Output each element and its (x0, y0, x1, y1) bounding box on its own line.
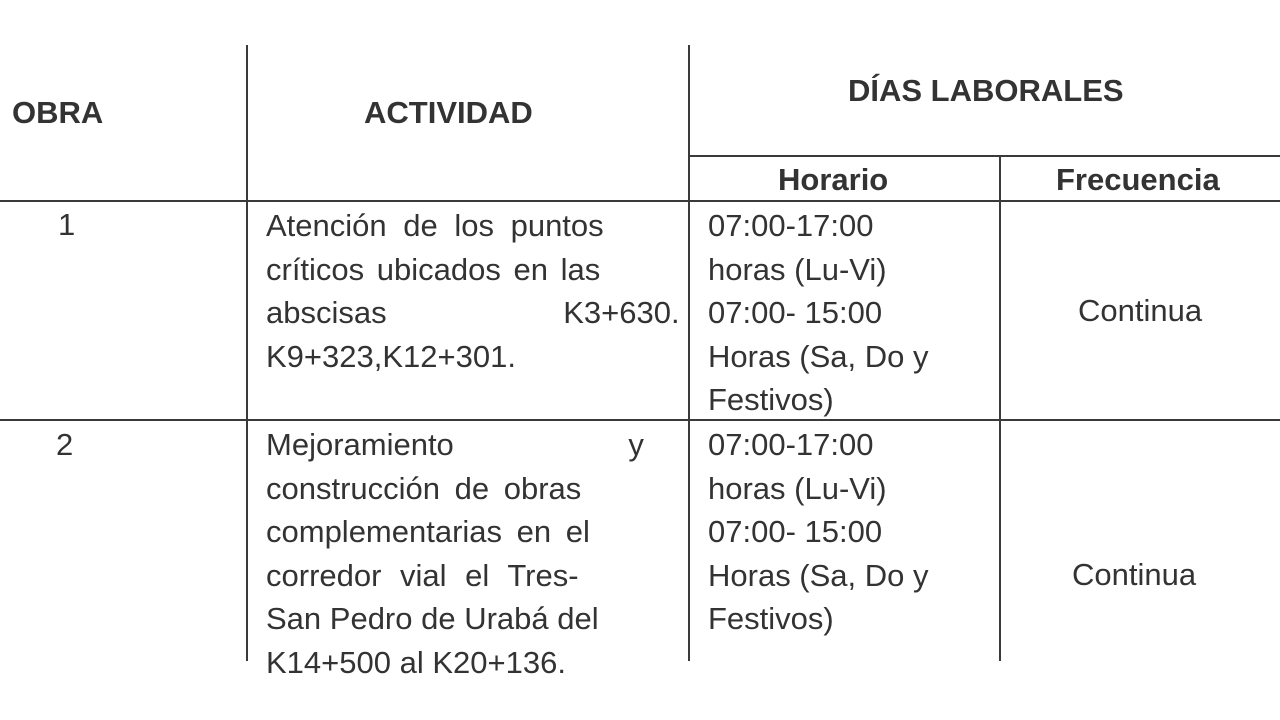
column-divider-actividad (688, 45, 690, 661)
row-1-obra: 1 (58, 207, 76, 242)
row-2-obra: 2 (56, 427, 74, 462)
header-bottom-rule (0, 200, 1280, 202)
row-2-actividad (266, 423, 668, 684)
header-frecuencia: Frecuencia (1056, 162, 1220, 197)
row-2-actividad-line-3: complementarias en el (266, 514, 590, 549)
header-dias-laborales: DÍAS LABORALES (848, 73, 1124, 108)
row-1-horario-line-4: Horas (Sa, Do y (708, 338, 929, 374)
row-2-horario-line-3: 07:00- 15:00 (708, 514, 883, 549)
subheader-rule (688, 155, 1280, 157)
row-1-horario-line-5: Festivos) (708, 382, 834, 417)
row-1-horario (708, 204, 988, 422)
column-divider-horario (999, 155, 1001, 661)
header-obra: OBRA (12, 95, 104, 130)
row-2-horario-line-4: Horas (Sa, Do y (708, 557, 929, 593)
row-2-frecuencia: Continua (1072, 557, 1197, 592)
row-divider (0, 419, 1280, 421)
row-2-horario-line-5: Festivos) (708, 601, 834, 636)
row-1-horario-line-1: 07:00-17:00 (708, 208, 874, 243)
row-1-horario-line-2: horas (Lu-Vi) (708, 251, 887, 287)
schedule-table (0, 45, 1280, 680)
row-2-actividad-line-5: San Pedro de Urabá del (266, 601, 599, 636)
column-divider-obra (246, 45, 248, 661)
row-1-actividad-line-4: K9+323,K12+301. (266, 338, 516, 374)
row-1-actividad (266, 204, 680, 378)
row-1-actividad-line-3: abscisas K3+630. (266, 295, 680, 330)
row-1-frecuencia: Continua (1078, 293, 1203, 328)
row-2-actividad-line-6: K14+500 al K20+136. (266, 644, 566, 680)
header-horario: Horario (778, 162, 889, 197)
row-2-horario (708, 423, 988, 641)
row-1-actividad-line-2: críticos ubicados en las (266, 251, 601, 287)
row-2-actividad-line-2: construcción de obras (266, 470, 582, 506)
row-1-actividad-line-1: Atención de los puntos (266, 208, 604, 243)
header-actividad: ACTIVIDAD (364, 95, 533, 130)
row-2-horario-line-2: horas (Lu-Vi) (708, 470, 887, 506)
row-2-actividad-line-4: corredor vial el Tres- (266, 557, 579, 593)
row-1-horario-line-3: 07:00- 15:00 (708, 295, 883, 330)
row-2-horario-line-1: 07:00-17:00 (708, 427, 874, 462)
row-2-actividad-line-1: Mejoramiento y (266, 427, 644, 462)
